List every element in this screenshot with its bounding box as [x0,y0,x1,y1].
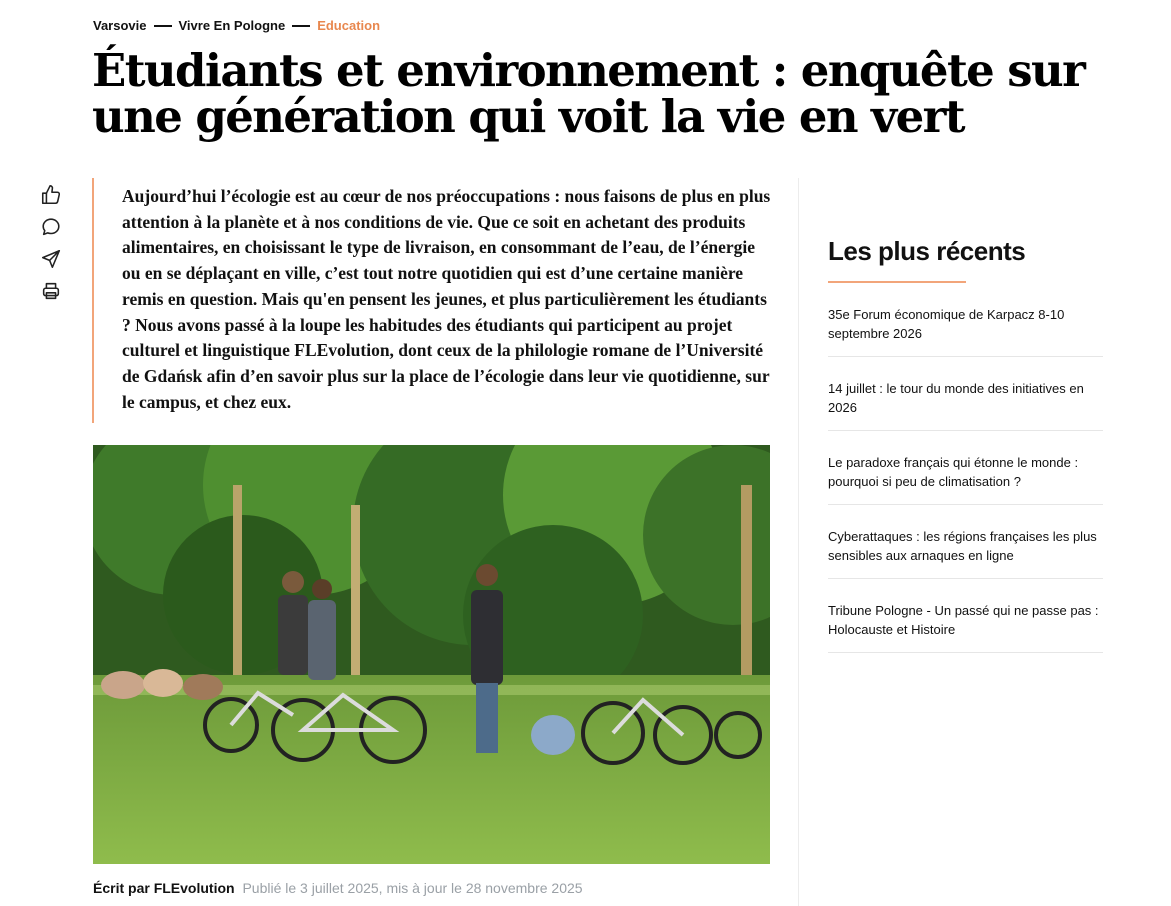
article-title: Étudiants et environnement : enquête sur une génération qui voit la vie en vert [92,44,1085,143]
recent-articles-list [828,299,1103,653]
breadcrumb [93,18,380,33]
recent-articles-sidebar [828,236,1103,669]
recent-article-link[interactable]: Le paradoxe français qui étonne le monde : pourquoi si peu de climatisation ? [828,447,1103,505]
sidebar-title-underline [828,281,966,283]
recent-article-link[interactable]: Cyberattaques : les régions françaises les plus sensibles aux arnaques en ligne [828,521,1103,579]
article-lead [92,178,772,423]
breadcrumb-education[interactable]: Education [317,18,381,33]
sidebar-title: Les plus récents [828,236,1026,266]
article-photo [93,445,770,864]
comment-icon[interactable] [40,216,64,240]
breadcrumb-vivre-en-pologne[interactable]: Vivre En Pologne [178,18,286,33]
recent-article-link[interactable]: Tribune Pologne - Un passé qui ne passe pas : Holocauste et Histoire [828,595,1103,653]
thumbs-up-icon[interactable] [40,184,64,208]
breadcrumb-separator [154,25,172,27]
lead-text: Aujourd’hui l’écologie est au cœur de nos préoccupations : nous faisons de plus en plus attention à la planète et à nos conditions de vie. Que ce soit en achetant des produits alimentaires, en choisissant le type de livraison, en consommant de l’eau, de l’énergie ou en se déplaçant en ville, c’est tout notre quotidien qui est d’une certaine manière remis en question. Mais qu'en pensent les jeunes, et plus particulièrement les étudiants ? Nous avons passé à la loupe les habitudes des étudiants qui participent au projet culturel et linguistique FLEvolution, dont ceux de la philologie romane de l’Université de Gdańsk afin d’en savoir plus sur la place de l’écologie dans leur vie quotidienne, sur le campus, et chez eux. [122,186,771,412]
breadcrumb-separator [292,25,310,27]
breadcrumb-varsovie[interactable]: Varsovie [93,18,147,33]
send-icon[interactable] [40,248,64,272]
column-divider [798,178,799,906]
share-toolbar [40,184,64,312]
recent-article-link[interactable]: 14 juillet : le tour du monde des initiatives en 2026 [828,373,1103,431]
article-byline [93,880,583,896]
author-name[interactable]: Écrit par FLEvolution [93,880,235,896]
publish-date: Publié le 3 juillet 2025, mis à jour le 28 novembre 2025 [242,880,583,896]
recent-article-link[interactable]: 35e Forum économique de Karpacz 8-10 septembre 2026 [828,299,1103,357]
print-icon[interactable] [40,280,64,304]
